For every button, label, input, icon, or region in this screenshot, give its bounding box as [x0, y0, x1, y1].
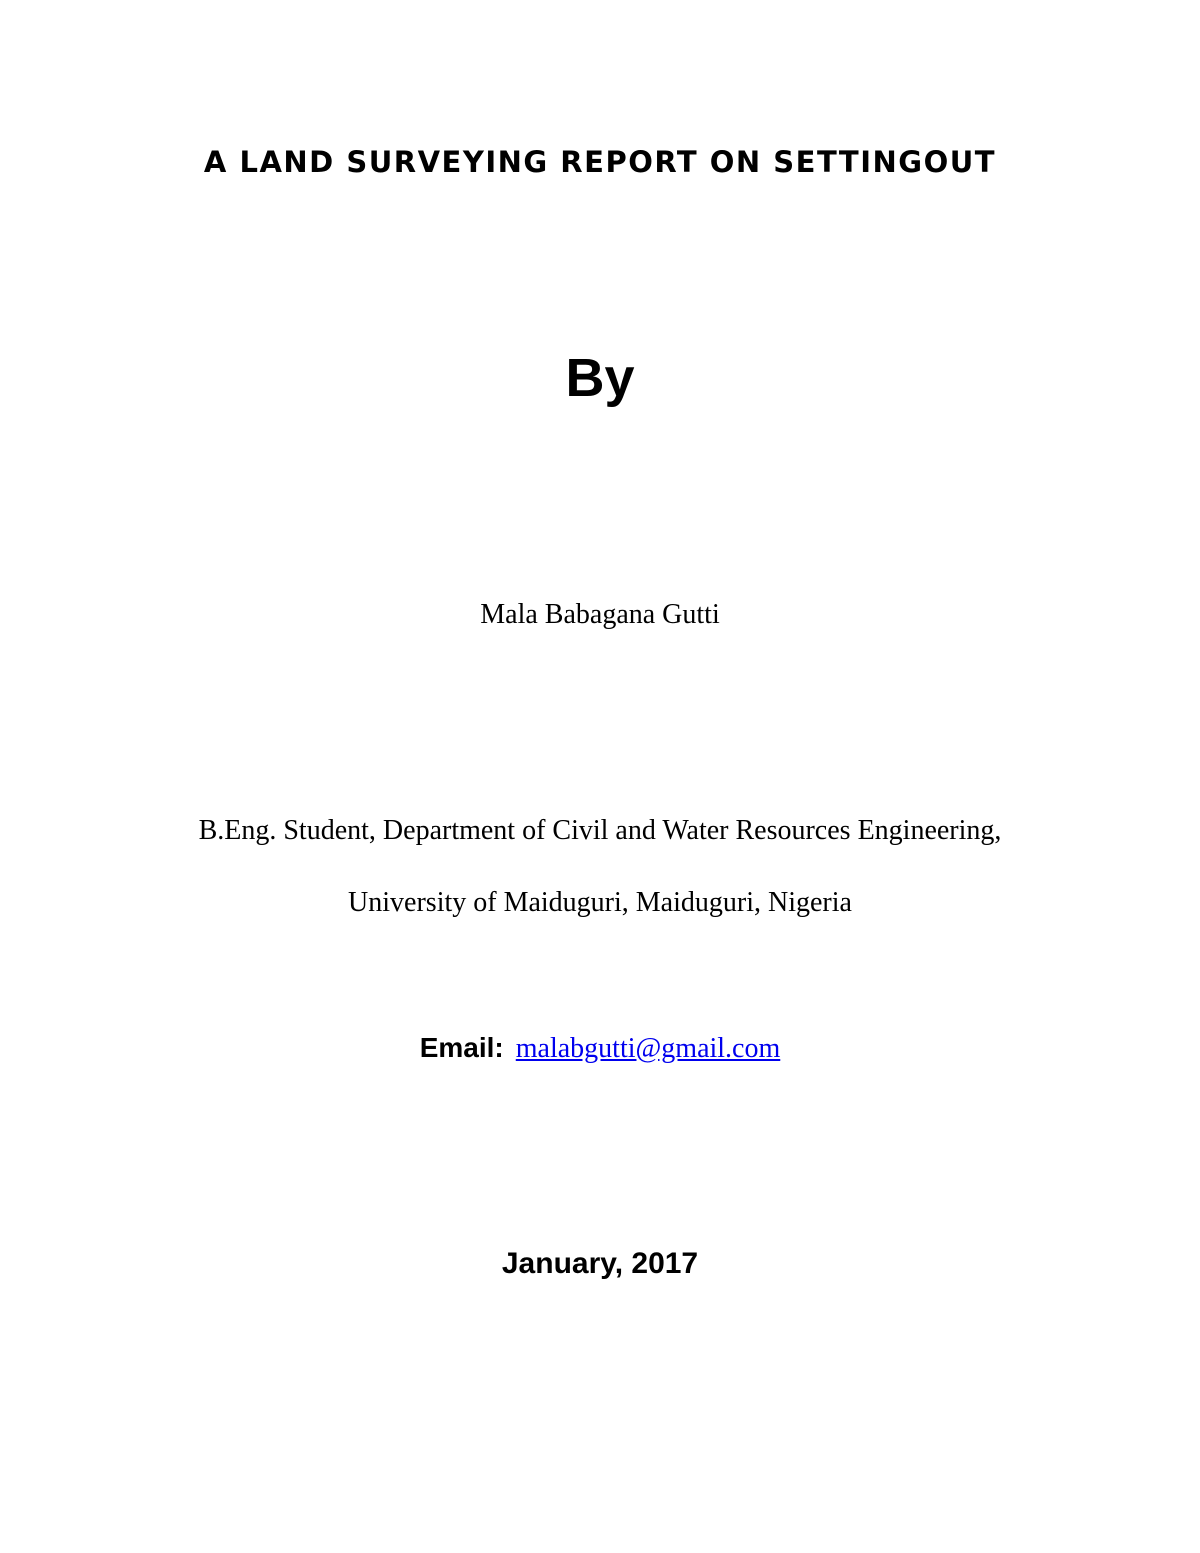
affiliation-line-2: University of Maiduguri, Maiduguri, Nigeria [348, 887, 852, 918]
affiliation-line-1: B.Eng. Student, Department of Civil and Water Resources Engineering, [198, 815, 1002, 846]
email-label: Email: [419, 1032, 504, 1063]
email-line [0, 1028, 1200, 1073]
report-date: January, 2017 [501, 1247, 699, 1280]
author-name: Mala Babagana Gutti [480, 599, 720, 630]
email-link[interactable]: malabgutti@gmail.com [515, 1033, 781, 1064]
by-label: By [565, 348, 635, 408]
report-title: A LAND SURVEYING REPORT ON SETTINGOUT [203, 145, 997, 179]
